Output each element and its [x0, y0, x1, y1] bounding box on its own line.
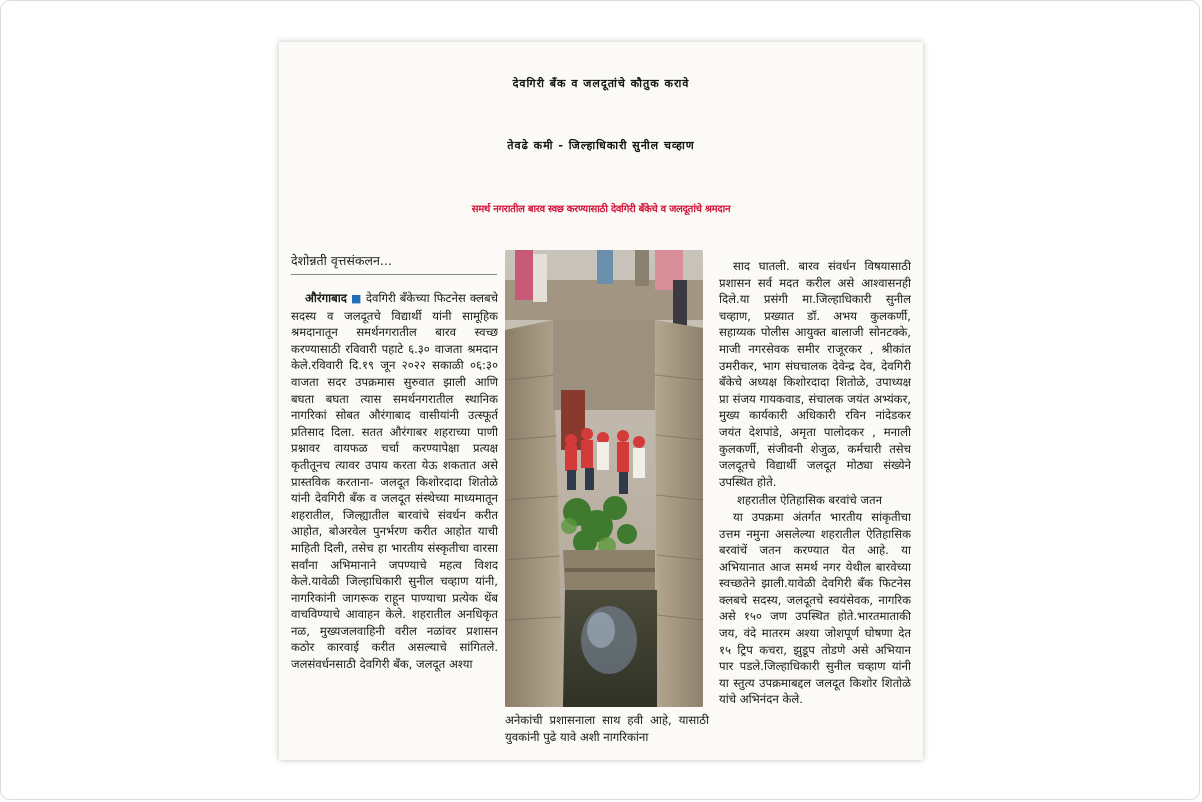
column-3-subheading: शहरातील ऐतिहासिक बरवांचे जतन [737, 493, 883, 508]
column-1-text: देवगिरी बँकेच्या फिटनेस क्लबचे सदस्य व जलदूतचे विद्यार्थी यांनी सामूहिक श्रमदानातून समर्थनगरातील बारव स्वच्छ करण्यासाठी रविवारी पहाटे ६.३० वाजता श्रमदान केले.रविवारी दि.१९ जून २०२२ सकाळी ०६:३० वाजता सदर उपक्रमास सुरुवात झाली आणि बघता बघता त्यास समर्थनगरातील स्थानिक नागरिकां सोबत औरंगाबाद वासीयांनी उत्स्फूर्त प्रतिसाद दिला. सतत औरंगाबर शहराच्या पाणी प्रश्नावर वायफळ चर्चा करण्यापेक्षा प्रत्यक्ष कृतीतूनच त्यावर उपाय करता येऊ शकतात असे प्रास्तविक करताना- जलदूत किशोरदादा शितोळे यांनी देवगिरी बँक व जलदूत संस्थेच्या माध्यमातून शहरातील, जिल्ह्यातील बारवांचे संवर्धन करीत आहोत, बोअरवेल पुनर्भरण करीत आहोत याची माहिती दिली, तसेच हा भारतीय संस्कृतीचा वारसा सर्वांना अभिमानाने जपण्याचे महत्व विशद केले.यावेळी जिल्हाधिकारी सुनील चव्हाण यांनी, नागरिकांनी जागरूक राहून पाण्याचा प्रत्येक थेंब वाचविण्याचे आवाहन केले. शहरातील अनधिकृत नळ, मुख्यजलवाहिनी वरील नळांवर प्रशासन कठोर कारवाई करीत असल्याचे सांगितले. जलसंवर्धनसाठी देवगिरी बँक, जलदूत अश्या [291, 291, 498, 672]
byline: देशोन्नती वृत्तसंकलन... [291, 253, 392, 268]
article-photo [505, 250, 703, 707]
newspaper-clipping [279, 42, 923, 760]
subheadline: समर्थ नगरातील बारव स्वछ करण्यासाठी देवगिरी बँकेचे व जलदूतांचे श्रमदान [471, 204, 731, 215]
dateline: औरंगाबाद [305, 291, 347, 305]
byline-divider [291, 274, 497, 275]
article-column-3 [719, 258, 911, 758]
article-column-1 [291, 290, 498, 760]
column-3-text-part-2: या उपक्रमा अंतर्गत भारतीय सांकृतीचा उत्तम नमुना असलेल्या शहरातील ऐतिहासिक बरवांचें जतन करण्यात येत आहे. या अभियानात आज समर्थ नगर येथील बारवेच्या स्वच्छतेने झाली.यावेळी देवगिरी बँक फिटनेस क्लबचे सदस्य, जलदूतचे स्वयंसेवक, नागरिक असे १५० जण उपस्थित होते.भारतमाताकी जय, वंदे मातरम अश्या जोशपूर्ण घोषणा देत १५ ट्रिप कचरा, झुडूप तोडणे असे अभियान पार पडले.जिल्हाधिकारी सुनील चव्हाण यांनी या स्तुत्य उपक्रमाबद्दल जलदूत किशोर शितोळे यांचे अभिनंदन केले. [719, 509, 911, 707]
photo-caption: अनेकांची प्रशासनाला साथ हवी आहे, यासाठी युवकांनी पुढे यावे अशी नागरिकांना [505, 713, 709, 744]
headline-line-2: तेवढे कमी - जिल्हाधिकारी सुनील चव्हाण [507, 139, 695, 152]
dateline-square-icon: ■ [351, 292, 362, 305]
headline-line-1: देवगिरी बँक व जलदूतांचे कौतुक करावे [512, 77, 690, 90]
column-3-text-part-1: साद घातली. बारव संवर्धन विषयासाठी प्रशासन सर्व मदत करील असे आश्वासनही दिले.या प्रसंगी मा.जिल्हाधिकारी सुनील चव्हाण, प्रख्यात डॉ. अभय कुलकर्णी, सहाय्यक पोलीस आयुक्त बालाजी सोनटक्के, माजी नगरसेवक समीर राजूरकर , श्रीकांत उमरीकर, भाग संघचालक देवेन्द्र देव, देवगिरी बँकेचे अध्यक्ष किशोरदादा शितोळे, उपाध्यक्ष प्रा संजय गायकवाड, संचालक जयंत अभ्यंकर, मुख्य कार्यकारी अधिकारी रविन नांदेडकर जयंत देशपांडे, अमृता पालोदकर , मनाली कुलकर्णी, संजीवनी शेजुळ, कर्मचारी तसेच जलदूतचे विद्यार्थी जलदूत मोठ्या संख्येने उपस्थित होते. [719, 259, 911, 489]
stepwell-cleaning-photo [505, 250, 703, 707]
